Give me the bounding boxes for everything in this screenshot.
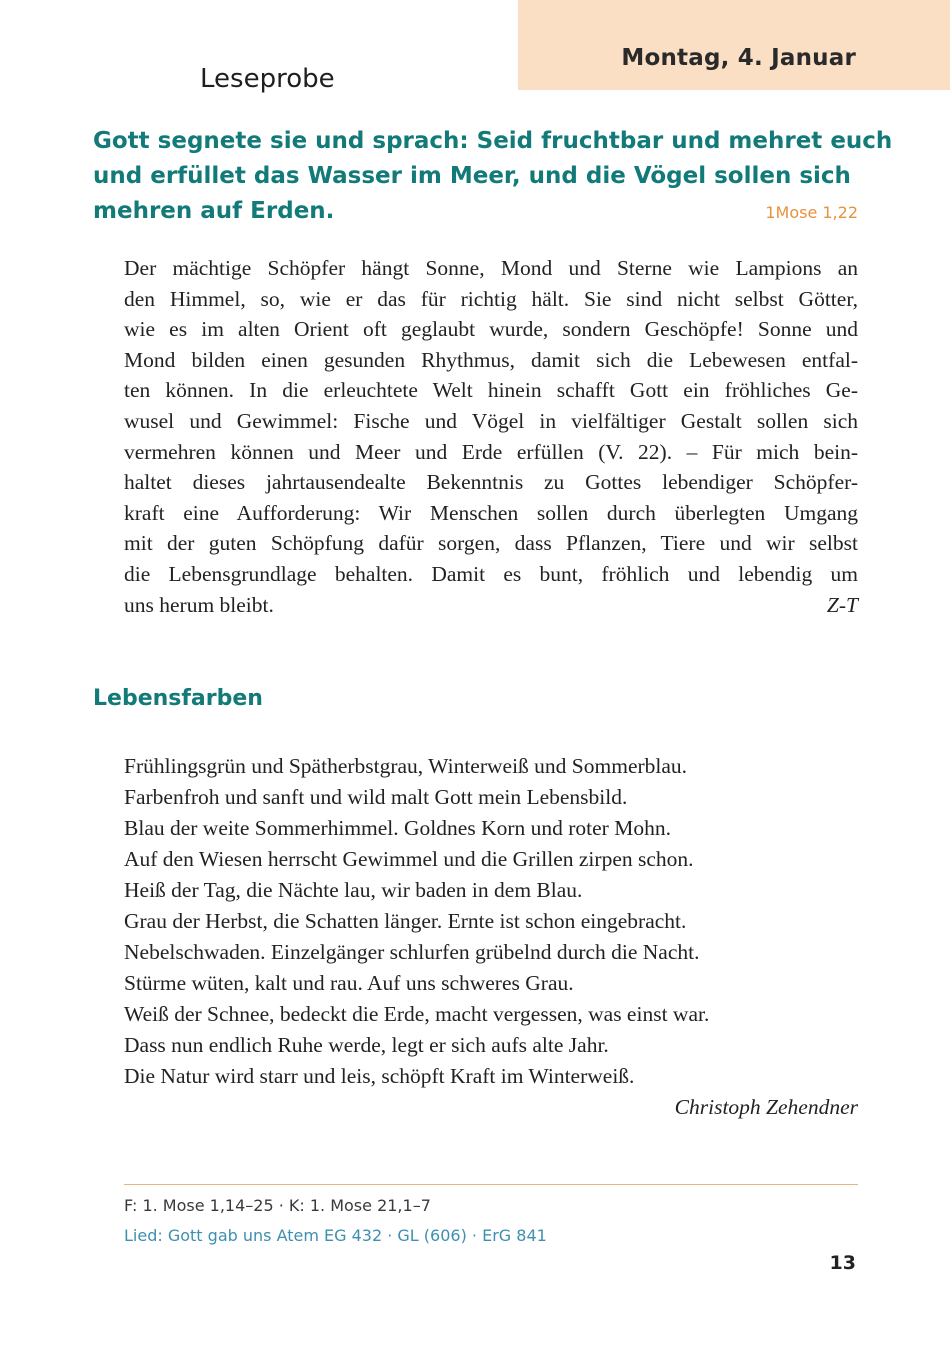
poem-title: Lebensfarben bbox=[93, 686, 263, 711]
date-header-box bbox=[518, 0, 950, 90]
devotional-line: wie es im alten Orient oft geglaubt wurde, sondern Geschöpfe! Sonne und bbox=[124, 317, 858, 342]
devotional-line: wusel und Gewimmel: Fische und Vögel in vielfältiger Gestalt sollen sich bbox=[124, 408, 858, 433]
poem-line: Stürme wüten, kalt und rau. Auf uns schweres Grau. bbox=[124, 971, 574, 995]
devotional-line: den Himmel, so, wie er das für richtig hält. Sie sind nicht selbst Götter, bbox=[124, 286, 858, 311]
devotional-line: mit der guten Schöpfung dafür sorgen, dass Pflanzen, Tiere und wir selbst bbox=[124, 531, 858, 556]
verse-line: Gott segnete sie und sprach: Seid fruchtbar und mehret euch bbox=[93, 128, 893, 154]
poem-line: Farbenfroh und sanft und wild malt Gott mein Lebensbild. bbox=[124, 785, 628, 809]
leseprobe-label: Leseprobe bbox=[200, 64, 335, 94]
verse-reference: 1Mose 1,22 bbox=[765, 203, 858, 222]
poem-line: Die Natur wird starr und leis, schöpft Kraft im Winterweiß. bbox=[124, 1064, 635, 1088]
poem-line: Weiß der Schnee, bedeckt die Erde, macht vergessen, was einst war. bbox=[124, 1002, 710, 1026]
devotional-author: Z-T bbox=[826, 592, 858, 617]
footer-divider bbox=[124, 1184, 858, 1185]
devotional-line: uns herum bleibt. bbox=[124, 592, 274, 617]
date-heading: Montag, 4. Januar bbox=[621, 45, 856, 71]
devotional-line: Der mächtige Schöpfer hängt Sonne, Mond und Sterne wie Lampions an bbox=[124, 256, 858, 280]
poem-line: Nebelschwaden. Einzelgänger schlurfen grübelnd durch die Nacht. bbox=[124, 940, 700, 964]
verse-line: mehren auf Erden. bbox=[93, 198, 335, 224]
devotional-line: kraft eine Aufforderung: Wir Menschen sollen durch überlegten Umgang bbox=[124, 500, 858, 525]
devotional-line: die Lebensgrundlage behalten. Damit es bunt, fröhlich und lebendig um bbox=[124, 561, 858, 586]
poem-line: Dass nun endlich Ruhe werde, legt er sich aufs alte Jahr. bbox=[124, 1033, 609, 1057]
footer-readings: F: 1. Mose 1,14–25 · K: 1. Mose 21,1–7 bbox=[124, 1196, 431, 1215]
poem-line: Blau der weite Sommerhimmel. Goldnes Korn und roter Mohn. bbox=[124, 816, 671, 840]
verse-last-line bbox=[93, 194, 858, 230]
poem-author: Christoph Zehendner bbox=[674, 1095, 858, 1119]
poem-line: Frühlingsgrün und Spätherbstgrau, Winterweiß und Sommerblau. bbox=[124, 754, 688, 778]
poem bbox=[124, 751, 858, 1123]
bible-verse bbox=[93, 124, 893, 230]
poem-line: Auf den Wiesen herrscht Gewimmel und die Grillen zirpen schon. bbox=[124, 847, 694, 871]
devotional-line: Mond bilden einen gesunden Rhythmus, damit sich die Lebewesen entfal- bbox=[124, 347, 858, 372]
devotional-line: ten können. In die erleuchtete Welt hinein schafft Gott ein fröhliches Ge- bbox=[124, 378, 858, 403]
poem-line: Grau der Herbst, die Schatten länger. Ernte ist schon eingebracht. bbox=[124, 909, 687, 933]
page-number: 13 bbox=[829, 1252, 856, 1274]
verse-line: und erfüllet das Wasser im Meer, und die Vögel sollen sich bbox=[93, 163, 851, 189]
devotional-last-line bbox=[124, 590, 858, 621]
poem-line: Heiß der Tag, die Nächte lau, wir baden in dem Blau. bbox=[124, 878, 583, 902]
devotional-line: vermehren können und Meer und Erde erfüllen (V. 22). – Für mich bein- bbox=[124, 439, 858, 464]
footer-song: Lied: Gott gab uns Atem EG 432 · GL (606) · ErG 841 bbox=[124, 1226, 547, 1245]
devotional-text bbox=[124, 253, 858, 620]
devotional-line: haltet dieses jahrtausendealte Bekenntnis zu Gottes lebendiger Schöpfer- bbox=[124, 470, 858, 495]
